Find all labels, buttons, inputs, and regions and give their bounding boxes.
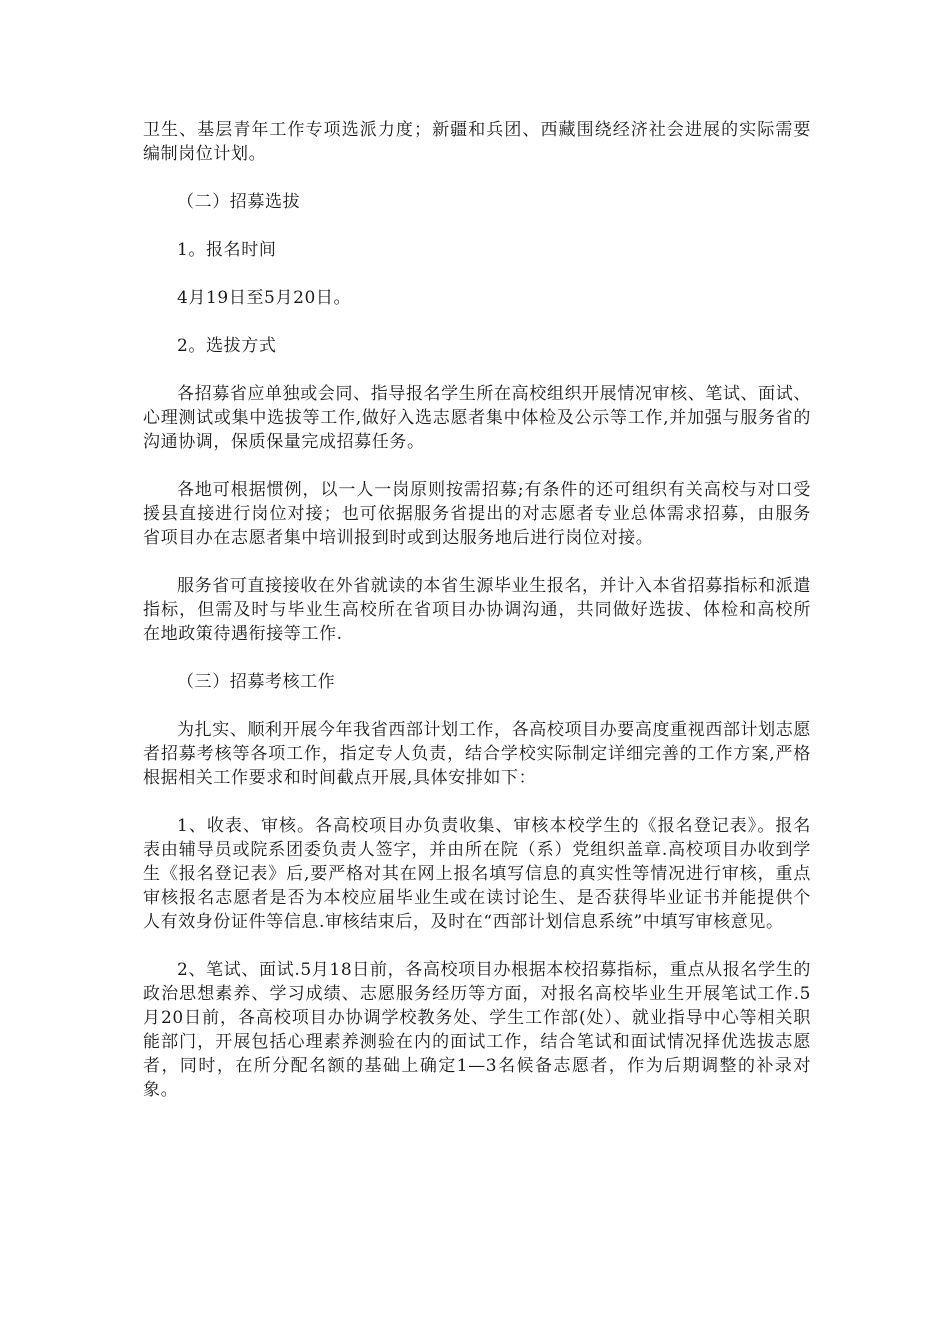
section-heading-recruitment-selection: （二）招募选拔 (177, 192, 301, 212)
paragraph-continuation: 卫生、基层青年工作专项选派力度；新疆和兵团、西藏围绕经济社会进展的实际需要编制岗位计划。 (143, 120, 811, 164)
subheading-registration-time: 1。报名时间 (177, 240, 277, 260)
paragraph-registration-dates: 4月19日至5月20日。 (177, 288, 352, 308)
paragraph-selection-work: 各招募省应单独或会同、指导报名学生所在高校组织开展情况审核、笔试、面试、心理测试或集中选拔等工作,做好入选志愿者集中体检及公示等工作,并加强与服务省的沟通协调，保质保量完成招募任务。 (143, 384, 811, 452)
paragraph-out-of-province: 服务省可直接接收在外省就读的本省生源毕业生报名，并计入本省招募指标和派遣指标，但需及时与毕业生高校所在省项目办协调沟通，共同做好选拔、体检和高校所在地政策待遇衔接等工作. (143, 576, 811, 644)
subheading-selection-method: 2。选拔方式 (177, 336, 277, 356)
section-heading-assessment: （三）招募考核工作 (177, 672, 336, 692)
paragraph-position-matching: 各地可根据惯例，以一人一岗原则按需招募;有条件的还可组织有关高校与对口受援县直接进行岗位对接；也可依据服务省提出的对志愿者专业总体需求招募，由服务省项目办在志愿者集中培训报到时或到达服务地后进行岗位对接。 (143, 480, 811, 548)
paragraph-written-interview: 2、笔试、面试.5月18日前，各高校项目办根据本校招募指标，重点从报名学生的政治思想素养、学习成绩、志愿服务经历等方面，对报名高校毕业生开展笔试工作.5月20日前，各高校项目办协调学校教务处、学生工作部(处）、就业指导中心等相关职能部门，开展包括心理素养测验在内的面试工作，结合笔试和面试情况择优选拔志愿者，同时，在所分配名额的基础上确定1—3名候备志愿者，作为后期调整的补录对象。 (143, 960, 811, 1100)
document-body (143, 118, 811, 1126)
paragraph-collect-review: 1、收表、审核。各高校项目办负责收集、审核本校学生的《报名登记表》。报名表由辅导员或院系团委负责人签字，并由所在院（系）党组织盖章.高校项目办收到学生《报名登记表》后,要严格对其在网上报名填写信息的真实性等情况进行审核，重点审核报名志愿者是否为本校应届毕业生或在读讨论生、是否获得毕业证书并能提供个人有效身份证件等信息.审核结束后，及时在“西部计划信息系统”中填写审核意见。 (143, 816, 811, 932)
paragraph-assessment-intro: 为扎实、顺利开展今年我省西部计划工作，各高校项目办要高度重视西部计划志愿者招募考核等各项工作，指定专人负责，结合学校实际制定详细完善的工作方案,严格根据相关工作要求和时间截点开展,具体安排如下： (143, 720, 811, 788)
